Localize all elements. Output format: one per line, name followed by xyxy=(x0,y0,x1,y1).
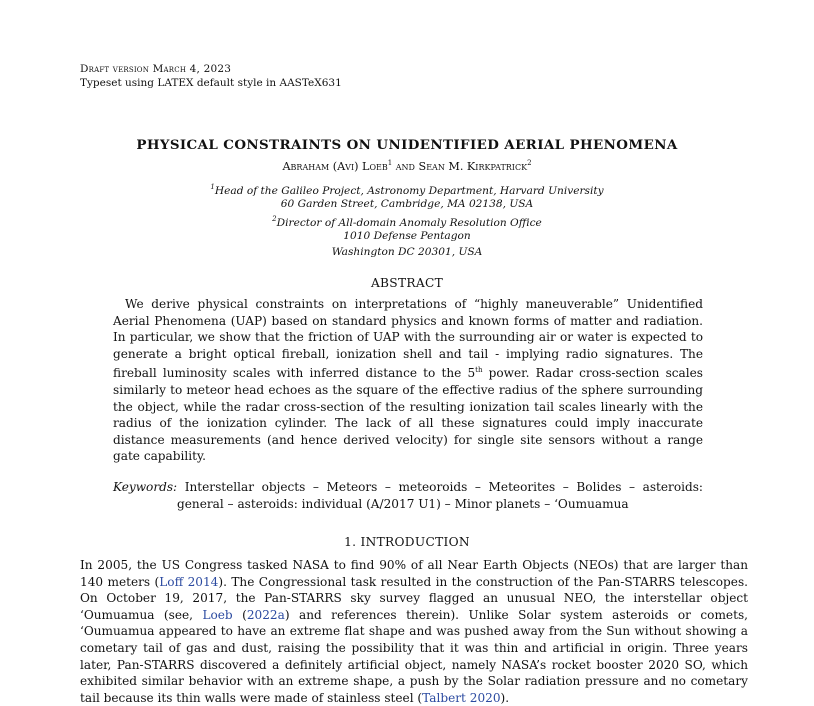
draft-version-line: Draft version March 4, 2023 xyxy=(80,63,232,75)
affiliation-mark: 1 xyxy=(210,183,215,191)
affiliation-line: 60 Garden Street, Cambridge, MA 02138, USA xyxy=(280,198,534,210)
citation-link[interactable]: 2022a xyxy=(246,607,285,622)
superscript: th xyxy=(475,366,483,375)
citation-link[interactable]: Talbert 2020 xyxy=(422,690,501,705)
abstract-body xyxy=(113,296,703,465)
citation-link[interactable]: Loeb xyxy=(202,607,233,622)
author-affiliation-mark: 2 xyxy=(527,159,532,167)
keywords xyxy=(113,479,703,512)
affiliation-text: Head of the Galileo Project, Astronomy Department, Harvard University xyxy=(214,185,604,197)
author-affiliation-mark: 1 xyxy=(387,159,393,167)
introduction-body xyxy=(80,557,748,706)
affiliation-mark: 2 xyxy=(272,215,277,223)
paper-title: PHYSICAL CONSTRAINTS ON UNIDENTIFIED AERIAL PHENOMENA xyxy=(136,137,678,153)
typeset-suffix: default style in AASTeX631 xyxy=(193,77,342,89)
affiliation-line: 1010 Defense Pentagon xyxy=(343,230,471,242)
affiliation-line: Washington DC 20301, USA xyxy=(331,246,483,258)
intro-text: In 2005, the US Congress tasked NASA to find 90% of all Near Earth Objects (NEOs) that are larger than 140 meters ( xyxy=(80,558,748,589)
affiliation-line xyxy=(0,183,814,197)
author-name: Sean M. Kirkpatrick xyxy=(418,160,528,173)
typeset-line xyxy=(80,77,342,89)
citation-link[interactable]: Loff 2014 xyxy=(159,574,219,589)
section-heading-introduction: 1. INTRODUCTION xyxy=(344,535,470,549)
keywords-label: Keywords: xyxy=(113,480,178,494)
affiliation-text: Director of All-domain Anomaly Resolution Office xyxy=(276,217,542,229)
intro-text: ( xyxy=(232,607,247,622)
intro-text: ) and references therein). Unlike Solar system asteroids or comets, ‘Oumuamua appeared to have an extreme flat shape and was pushed away from the Sun without showing a cometary tail of gas and dust, raising the possibility that it was thin and artificial in origin. Three years later, Pan-STARRS discovered a definitely artificial object, namely NASA’s rocket booster 2020 SO, which exhibited similar behavior with an extreme shape, a push by the Solar radiation pressure and no cometary tail because its thin walls were made of stainless steel ( xyxy=(80,607,748,705)
abstract-text: We derive physical constraints on interpretations of “highly maneuverable” Unidentified Aerial Phenomena (UAP) based on standard physics and known forms of matter and radiation. In particular, we show that the friction of UAP with the surrounding air or water is expected to generate a bright optical fireball, ionization shell and tail - implying radio signatures. The fireball luminosity scales with inferred distance to the 5 xyxy=(113,297,703,381)
author-name: Abraham (Avi) Loeb xyxy=(282,160,388,173)
abstract-heading: ABSTRACT xyxy=(370,276,444,290)
abstract-text: power. Radar cross-section scales similarly to meteor head echoes as the square of the effective radius of the sphere surrounding the object, while the radar cross-section of the resulting ionization tail scales linearly with the radius of the ionization cylinder. The lack of all these signatures could imply inaccurate distance measurements (and hence derived velocity) for single site sensors without a range gate capability. xyxy=(113,366,703,464)
intro-text: ). The Congressional task resulted in the construction of the Pan-STARRS telescopes. On October 19, 2017, the Pan-STARRS sky survey flagged an unusual NEO, the interstellar object ‘Oumuamua (see, xyxy=(80,574,749,622)
affiliation-line xyxy=(0,215,814,229)
latex-logo: LATEX xyxy=(157,77,194,89)
author-joiner: and xyxy=(392,160,419,173)
intro-text: ). xyxy=(500,690,510,705)
typeset-prefix: Typeset using xyxy=(80,77,158,89)
keywords-text: Interstellar objects – Meteors – meteoroids – Meteorites – Bolides – asteroids: general – asteroids: individual (A/2017 U1) – Minor planets – ‘Oumuamua xyxy=(177,480,703,511)
author-list xyxy=(0,159,814,173)
